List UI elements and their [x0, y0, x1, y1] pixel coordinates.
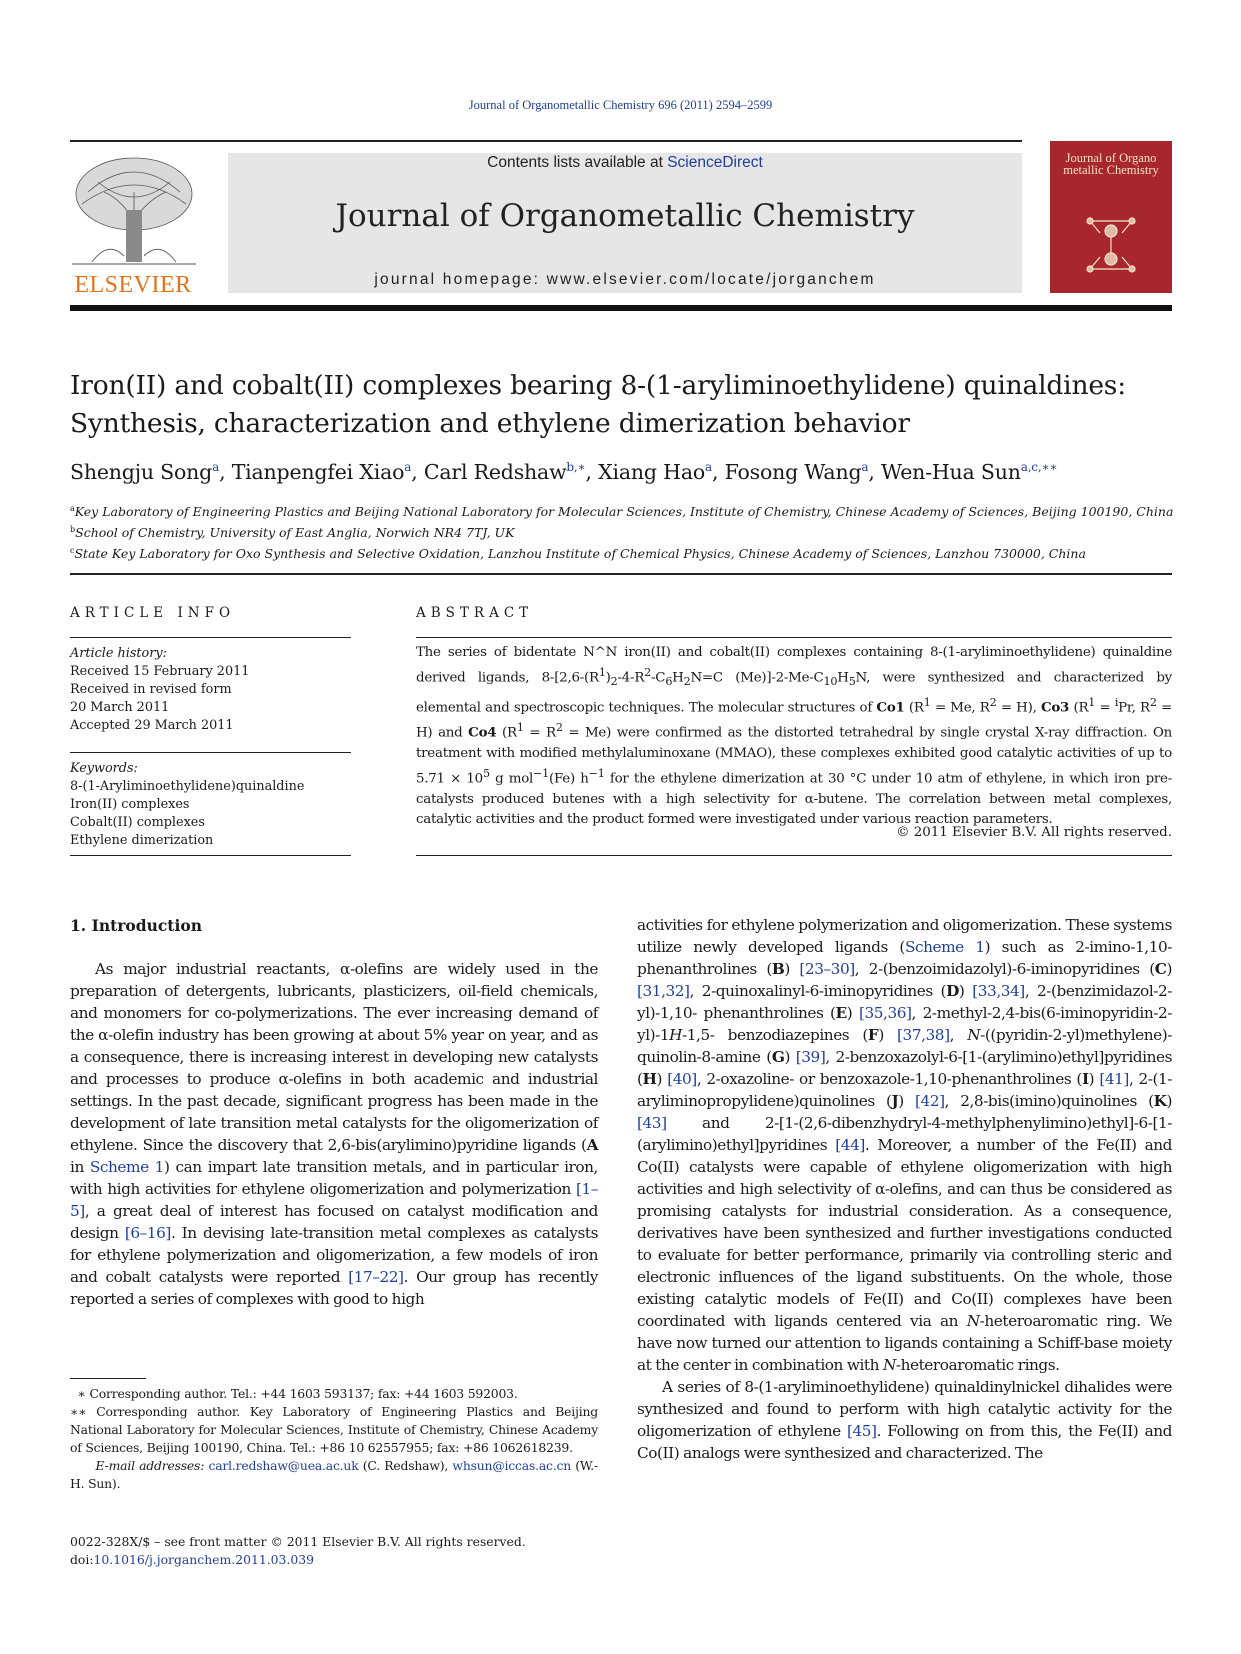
- body-column-left: [70, 958, 598, 1310]
- sciencedirect-link[interactable]: ScienceDirect: [667, 154, 763, 171]
- header-bottom-rule: [70, 305, 1172, 311]
- scheme-link[interactable]: Scheme 1: [89, 1158, 164, 1176]
- journal-name: Journal of Organometallic Chemistry: [335, 198, 915, 234]
- email-link[interactable]: carl.redshaw@uea.ac.uk: [208, 1458, 359, 1473]
- contents-prefix: Contents lists available at: [487, 154, 668, 171]
- abstract-rule: [416, 637, 1172, 638]
- issn-line: 0022-328X/$ – see front matter © 2011 Elsevier B.V. All rights reserved.: [70, 1534, 526, 1549]
- reference-link[interactable]: [35,36]: [858, 1004, 912, 1022]
- contents-line: [228, 154, 1022, 172]
- doi-link[interactable]: 10.1016/j.jorganchem.2011.03.039: [93, 1552, 315, 1567]
- body-column-right: [637, 914, 1172, 1464]
- reference-link[interactable]: [31,32]: [637, 982, 690, 1000]
- author-name: Xiang Hao: [598, 460, 705, 484]
- reference-link[interactable]: [40]: [667, 1070, 697, 1088]
- abstract-copyright: © 2011 Elsevier B.V. All rights reserved.: [896, 825, 1172, 840]
- reference-link[interactable]: [23–30]: [799, 960, 855, 978]
- reference-link[interactable]: [42]: [915, 1092, 945, 1110]
- history-item: 20 March 2011: [70, 700, 170, 715]
- author-name: Tianpengfei Xiao: [231, 460, 405, 484]
- history-item: Received 15 February 2011: [70, 664, 250, 679]
- front-matter: [70, 1533, 630, 1569]
- article-title: [70, 367, 1180, 443]
- keywords: [70, 760, 351, 850]
- elsevier-wordmark: ELSEVIER: [74, 272, 192, 298]
- article-history: [70, 645, 351, 735]
- body-paragraph: As major industrial reactants, α-olefins are widely used in the preparation of detergents, lubricants, plasticizers, oil-field chemicals, and monomers for co-polymerizations. The ever increasing demand of the α-olefin industry has been growing at about 5% year on year, and as a consequence, there is increasing interest in developing new catalysts and processes to produce α-olefins in both academic and industrial settings. In the past decade, significant progress has been made in the development of late transition metal catalysts for the oligomerization of ethylene. Since the discovery that 2,6-bis(arylimino)pyridine ligands (A in Scheme 1) can impart late transition metals, and in particular iron, with high activities for ethylene oligomerization and polymerization [1–5], a great deal of interest has focused on catalyst modification and design [6–16]. In devising late-transition metal complexes as catalysts for ethylene polymerization and oligomerization, a few models of iron and cobalt catalysts were reported [17–22]. Our group has recently reported a series of complexes with good to high: [70, 960, 598, 1308]
- reference-link[interactable]: [1–5]: [70, 1180, 598, 1220]
- reference-link[interactable]: [39]: [795, 1048, 826, 1066]
- reference-link[interactable]: [41]: [1099, 1070, 1129, 1088]
- doi-line: doi:10.1016/j.jorganchem.2011.03.039: [70, 1552, 315, 1567]
- reference-link[interactable]: [45]: [846, 1422, 877, 1440]
- abstract-text: The series of bidentate N^N iron(II) and cobalt(II) complexes containing 8-(1-aryliminoethylidene) quinaldine derived ligands, $8-[2,6-(R^1)_2-4-R^2-C_6H_2N=C$ $(Me)]-2-Me-C_{10}H_5N$, were synthesized and characterized by elemental and spectroscopic techniques. The molecular structures of Co1 ($R^1 = Me$, $R^2 = H$), Co3 ($R^1 = ^iPr$, $R^2 = H$) and Co4 $(R^1 = R^2 = Me)$ were confirmed as the distorted tetrahedral by single crystal X-ray diffraction. On treatment with modified methylaluminoxane (MMAO), these complexes exhibited good catalytic activities of up to $5.71 \times 10^5$ g mol$^{-1}$(Fe) $h^{-1}$ for the ethylene dimerization at 30 °C under 10 atm of ethylene, in which iron pre-catalysts produced butenes with a high selectivity for α-butene. The correlation between metal complexes, catalytic activities and the product formed were investigated under various reaction parameters.: [416, 645, 1173, 827]
- keyword-item: Iron(II) complexes: [70, 797, 190, 812]
- author-affiliation-mark[interactable]: a: [861, 460, 869, 475]
- keyword-item: 8-(1-Aryliminoethylidene)quinaldine: [70, 779, 305, 794]
- author-name: Wen-Hua Sun: [881, 460, 1021, 484]
- body-paragraph: A series of 8-(1-aryliminoethylidene) quinaldinylnickel dihalides were synthesized and found to perform with high catalytic activity for the oligomerization of ethylene [45]. Following on from this, the Fe(II) and Co(II) analogs were synthesized and characterized. The: [637, 1378, 1172, 1462]
- keyword-item: Cobalt(II) complexes: [70, 815, 205, 830]
- author-affiliation-mark[interactable]: a: [704, 460, 712, 475]
- abstract-heading: ABSTRACT: [416, 605, 534, 621]
- reference-link[interactable]: [6–16]: [124, 1224, 171, 1242]
- reference-link[interactable]: [33,34]: [972, 982, 1025, 1000]
- keyword-item: Ethylene dimerization: [70, 833, 214, 848]
- email-link[interactable]: whsun@iccas.ac.cn: [452, 1458, 572, 1473]
- affiliations: [70, 500, 1180, 563]
- reference-link[interactable]: [43]: [637, 1114, 667, 1132]
- article-title-line2: Synthesis, characterization and ethylene dimerization behavior: [70, 408, 910, 439]
- article-title-line1: Iron(II) and cobalt(II) complexes bearing 8-(1-aryliminoethylidene) quinaldines:: [70, 370, 1126, 401]
- reference-link[interactable]: [37,38]: [897, 1026, 950, 1044]
- footnote-emails: E-mail addresses: carl.redshaw@uea.ac.uk (C. Redshaw), whsun@iccas.ac.cn (W.-H. Sun).: [70, 1458, 599, 1491]
- journal-homepage[interactable]: journal homepage: www.elsevier.com/locate/jorganchem: [374, 271, 876, 288]
- article-info-heading: ARTICLE INFO: [70, 605, 236, 621]
- footnote-rule: [70, 1378, 146, 1379]
- reference-link[interactable]: [17–22]: [348, 1268, 404, 1286]
- history-item: Accepted 29 March 2011: [70, 718, 234, 733]
- footnote-item: ∗ Corresponding author. Tel.: +44 1603 593137; fax: +44 1603 592003.: [70, 1386, 518, 1401]
- history-item: Received in revised form: [70, 682, 232, 697]
- affiliation-item: $^a$Key Laboratory of Engineering Plastics and Beijing National Laboratory for Molecular Sciences, Institute of Chemistry, Chinese Academy of Sciences, Beijing 100190, China: [70, 504, 1174, 520]
- abstract-rule: [416, 855, 1172, 856]
- scheme-link[interactable]: Scheme 1: [904, 938, 985, 956]
- reference-link[interactable]: [44]: [835, 1136, 865, 1154]
- journal-citation[interactable]: Journal of Organometallic Chemistry 696 (2011) 2594–2599: [468, 98, 773, 112]
- article-info-rule: [70, 855, 351, 856]
- author-name: Carl Redshaw: [423, 460, 567, 484]
- author-affiliation-mark[interactable]: b,∗: [566, 460, 586, 475]
- author-name: Shengju Song: [70, 460, 213, 484]
- author-affiliation-mark[interactable]: a: [212, 460, 220, 475]
- footnote-item: ∗∗ Corresponding author. Key Laboratory of Engineering Plastics and Beijing National Laboratory for Molecular Sciences, Institute of Chemistry, Chinese Academy of Sciences, Beijing 100190, China. Tel.: +86 10 62557955; fax: +86 1062618239.: [70, 1404, 598, 1455]
- article-info-rule: [70, 637, 351, 638]
- article-info-rule: [70, 752, 351, 753]
- footnotes: [70, 1385, 598, 1493]
- affiliation-rule: [70, 573, 1172, 575]
- author-name: Fosong Wang: [724, 460, 862, 484]
- affiliation-item: $^c$State Key Laboratory for Oxo Synthesis and Selective Oxidation, Lanzhou Institute of Chemical Physics, Chinese Academy of Sciences, Lanzhou 730000, China: [70, 546, 1086, 562]
- history-label: Article history:: [70, 646, 167, 661]
- keywords-label: Keywords:: [70, 761, 138, 776]
- author-affiliation-mark[interactable]: a,c,∗∗: [1020, 460, 1058, 475]
- header-top-rule: [70, 140, 1022, 142]
- body-paragraph: activities for ethylene polymerization and oligomerization. These systems utilize newly developed ligands (Scheme 1) such as 2-imino-1,10-phenanthrolines (B) [23–30], 2-(benzoimidazolyl)-6-iminopyridines (C) [31,32], 2-quinoxalinyl-6-iminopyridines (D) [33,34], 2-(benzimidazol-2-yl)-1,10- phenanthrolines (E) [35,36], 2-methyl-2,4-bis(6-iminopyridin-2-yl)-1H-1,5- benzodiazepines (F) [37,38], N-((pyridin-2-yl)methylene)-quinolin-8-amine (G) [39], 2-benzoxazolyl-6-[1-(arylimino)ethyl]pyridines (H) [40], 2-oxazoline- or benzoxazole-1,10-phenanthrolines (I) [41], 2-(1-aryliminopropylidene)quinolines (J) [42], 2,8-bis(imino)quinolines (K) [43] and 2-[1-(2,6-dibenzhydryl-4-methylphenylimino)ethyl]-6-[1-(arylimino)ethyl]pyridines [44]. Moreover, a number of the Fe(II) and Co(II) catalysts were capable of ethylene oligomerization with high activities and high selectivity of α-olefins, and can thus be considered as promising catalysts for industrial consideration. As a consequence, derivatives have been synthesized and further investigations conducted to evaluate for better performance, primarily via controlling steric and electronic influences of the ligand substituents. On the whole, those existing catalytic models of Fe(II) and Co(II) complexes have been coordinated with ligands centered via an N-heteroaromatic ring. We have now turned our attention to ligands containing a Schiff-base moiety at the center in combination with N-heteroaromatic rings.: [637, 916, 1173, 1374]
- section-heading-introduction: 1. Introduction: [70, 916, 202, 935]
- journal-cover-title: Journal of Organo metallic Chemistry: [1063, 151, 1159, 177]
- author-list: Shengju Song$^a$, Tianpengfei Xiao$^a$, Carl Redshaw$^{b,∗}$, Xiang Hao$^a$, Fosong Wang$^a$, Wen-Hua Sun$^{a,c,∗∗}$: [70, 460, 1058, 484]
- affiliation-item: $^b$School of Chemistry, University of East Anglia, Norwich NR4 7TJ, UK: [70, 525, 515, 541]
- author-affiliation-mark[interactable]: a: [404, 460, 412, 475]
